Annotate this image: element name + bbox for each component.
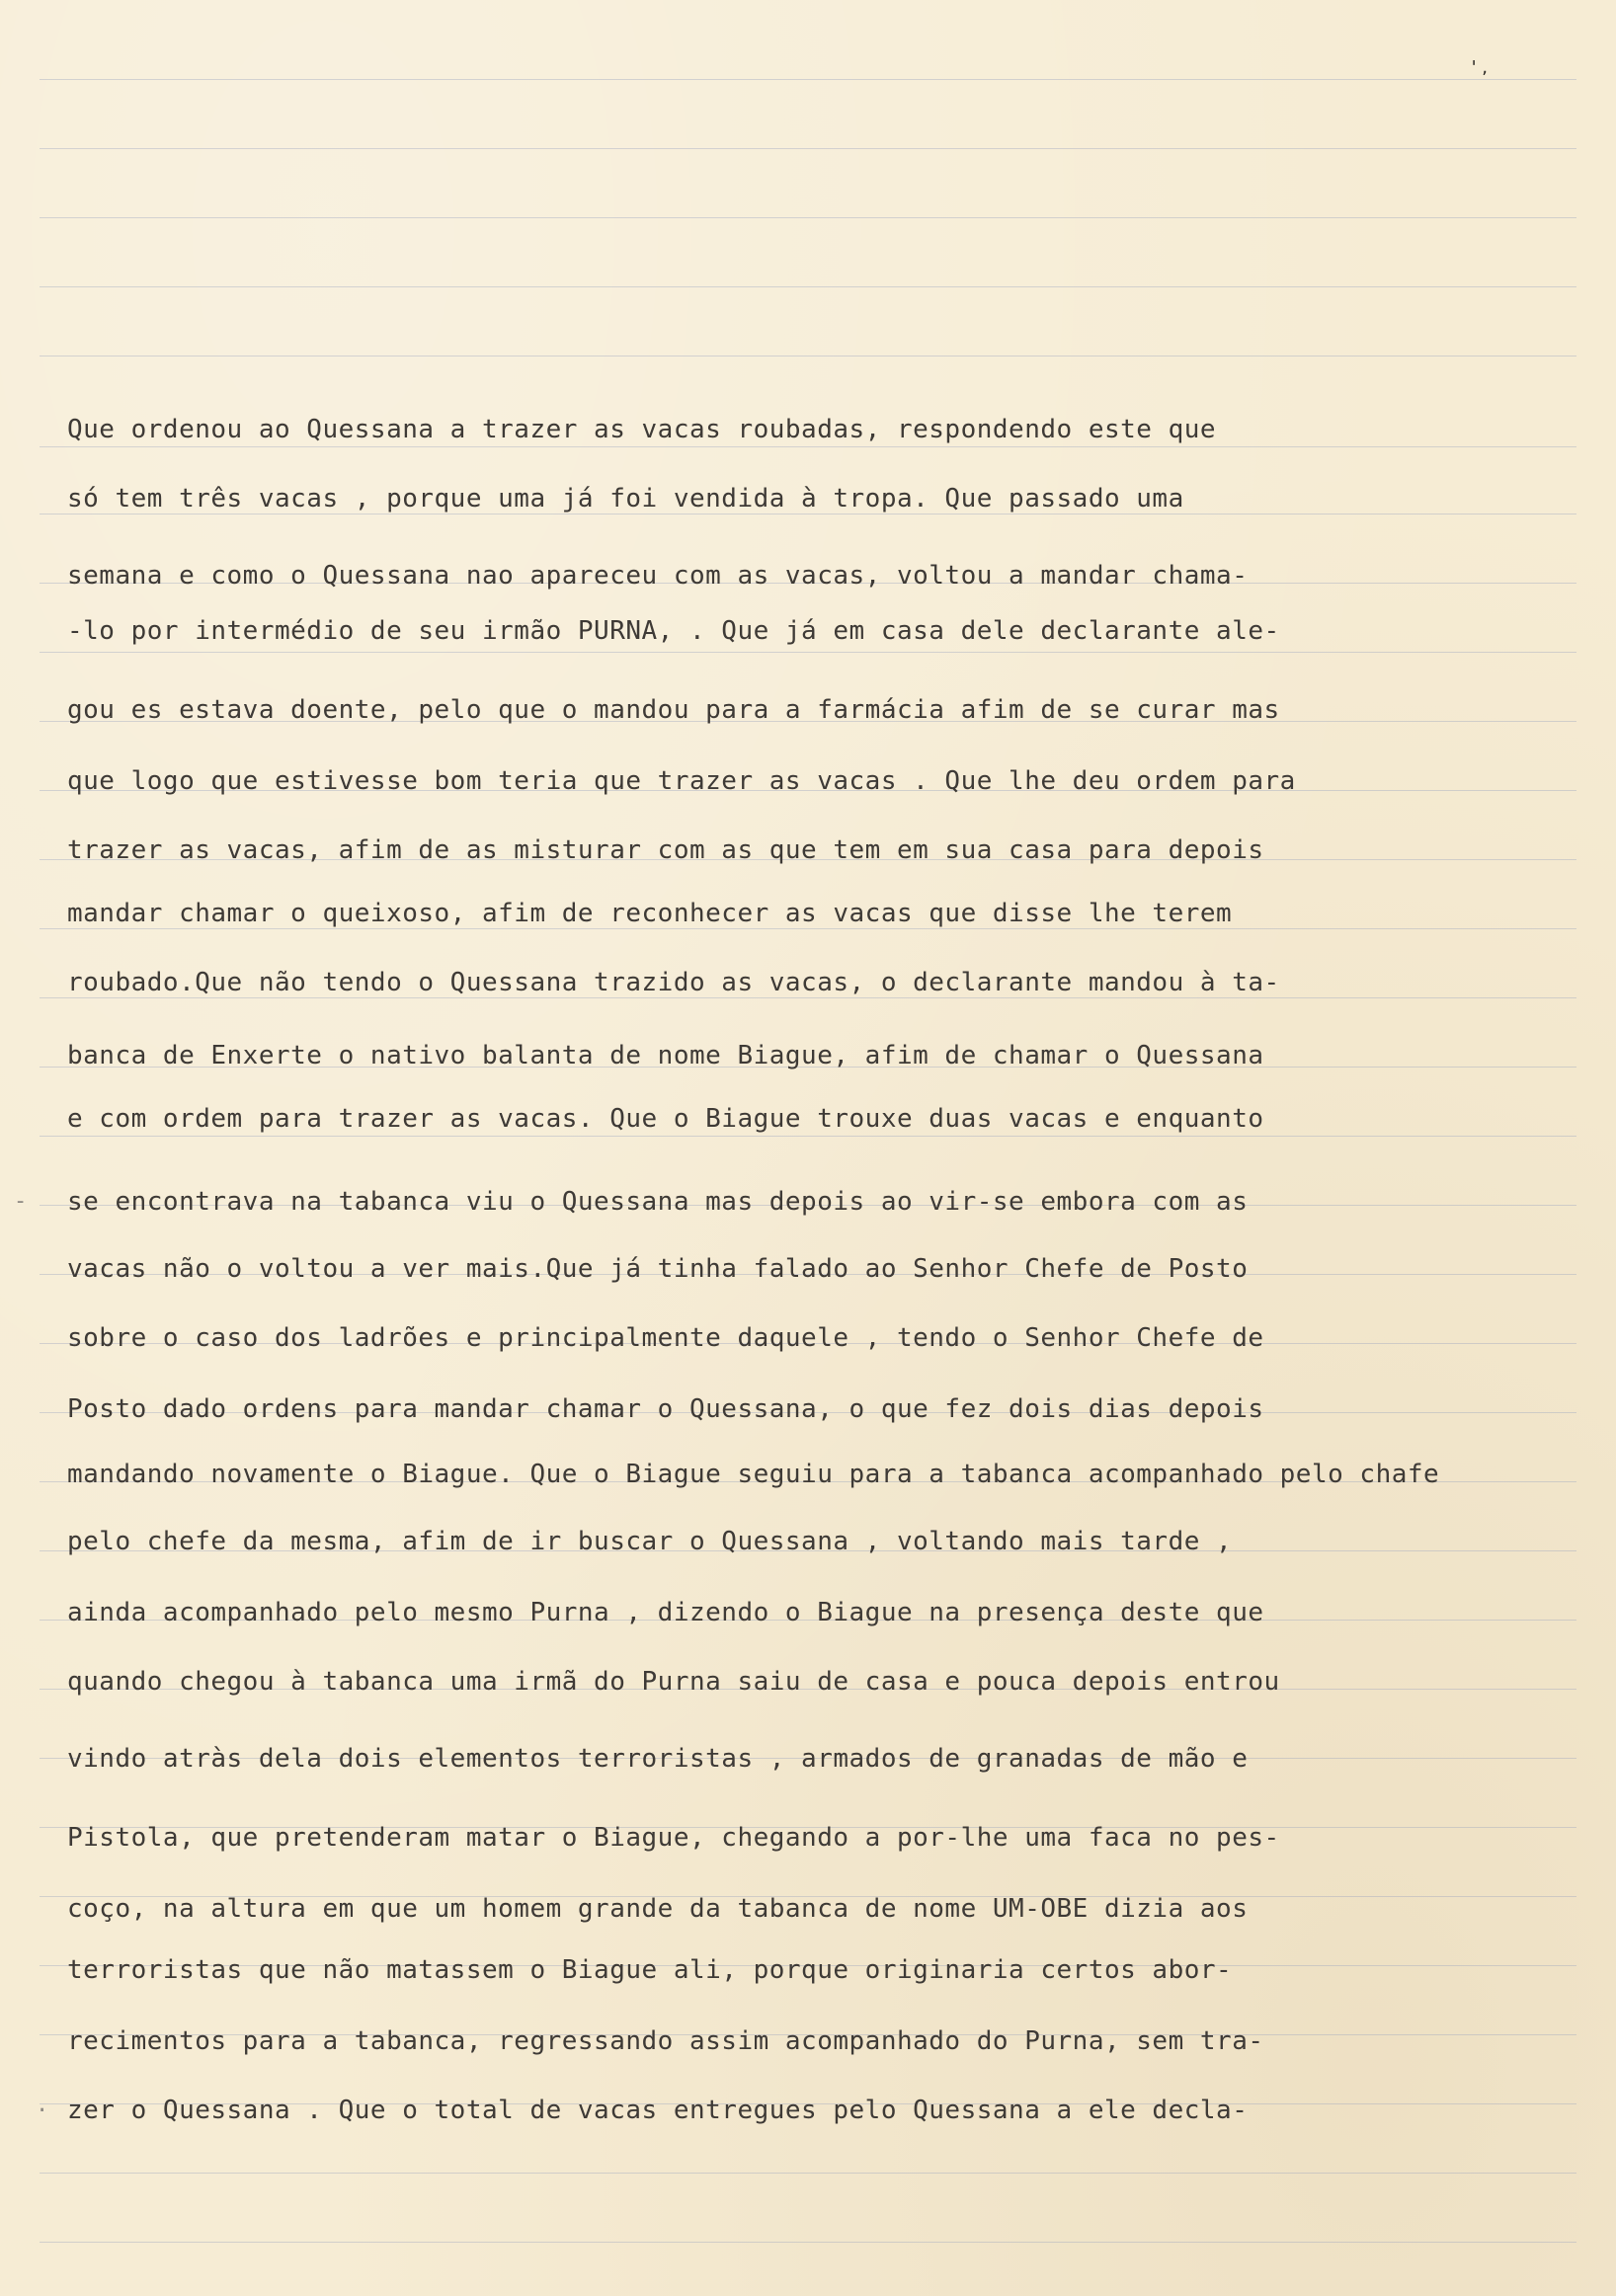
text-line: vacas não o voltou a ver mais.Que já tinha falado ao Senhor Chefe de Posto xyxy=(67,1254,1249,1284)
text-line: que logo que estivesse bom teria que trazer as vacas . Que lhe deu ordem para xyxy=(67,766,1296,796)
text-line: trazer as vacas, afim de as misturar com as que tem em sua casa para depois xyxy=(67,835,1264,865)
text-line: mandar chamar o queixoso, afim de reconhecer as vacas que disse lhe terem xyxy=(67,899,1233,928)
ruled-line xyxy=(40,514,1576,515)
text-line: só tem três vacas , porque uma já foi vendida à tropa. Que passado uma xyxy=(67,484,1184,514)
text-line: semana e como o Quessana nao apareceu com as vacas, voltou a mandar chama- xyxy=(67,561,1249,591)
text-line: gou es estava doente, pelo que o mandou para a farmácia afim de se curar mas xyxy=(67,695,1280,725)
margin-mark: · xyxy=(36,2098,49,2123)
text-line: vindo atràs dela dois elementos terroristas , armados de granadas de mão e xyxy=(67,1744,1249,1774)
text-line: roubado.Que não tendo o Quessana trazido as vacas, o declarante mandou à ta- xyxy=(67,968,1280,997)
text-line: Pistola, que pretenderam matar o Biague, chegando a por-lhe uma faca no pes- xyxy=(67,1823,1280,1853)
ruled-line xyxy=(40,2173,1576,2174)
text-line: recimentos para a tabanca, regressando assim acompanhado do Purna, sem tra- xyxy=(67,2026,1264,2056)
text-line: e com ordem para trazer as vacas. Que o Biague trouxe duas vacas e enquanto xyxy=(67,1104,1264,1134)
text-line: sobre o caso dos ladrões e principalmente daquele , tendo o Senhor Chefe de xyxy=(67,1323,1264,1353)
text-line: se encontrava na tabanca viu o Quessana mas depois ao vir-se embora com as xyxy=(67,1187,1249,1217)
text-line: -lo por intermédio de seu irmão PURNA, . Que já em casa dele declarante ale- xyxy=(67,616,1280,646)
ruled-line xyxy=(40,148,1576,149)
ruled-line xyxy=(40,286,1576,287)
ruled-line xyxy=(40,2242,1576,2243)
text-line: coço, na altura em que um homem grande da tabanca de nome UM-OBE dizia aos xyxy=(67,1894,1249,1924)
text-line: zer o Quessana . Que o total de vacas entregues pelo Quessana a ele decla- xyxy=(67,2096,1249,2125)
ruled-line xyxy=(40,1136,1576,1137)
ruled-line xyxy=(40,217,1576,218)
text-line: terroristas que não matassem o Biague ali, porque originaria certos abor- xyxy=(67,1955,1233,1985)
margin-mark: - xyxy=(14,1189,28,1214)
ruled-line xyxy=(40,997,1576,998)
ruled-line xyxy=(40,652,1576,653)
text-line: quando chegou à tabanca uma irmã do Purna saiu de casa e pouca depois entrou xyxy=(67,1667,1280,1697)
corner-mark: ' , xyxy=(1471,57,1488,78)
text-line: Que ordenou ao Quessana a trazer as vacas roubadas, respondendo este que xyxy=(67,415,1217,444)
text-line: banca de Enxerte o nativo balanta de nome Biague, afim de chamar o Quessana xyxy=(67,1041,1264,1070)
ruled-line xyxy=(40,446,1576,447)
text-line: mandando novamente o Biague. Que o Biague seguiu para a tabanca acompanhado pelo chafe xyxy=(67,1460,1440,1489)
text-line: ainda acompanhado pelo mesmo Purna , dizendo o Biague na presença deste que xyxy=(67,1598,1264,1627)
text-line: pelo chefe da mesma, afim de ir buscar o Quessana , voltando mais tarde , xyxy=(67,1527,1233,1556)
text-line: Posto dado ordens para mandar chamar o Quessana, o que fez dois dias depois xyxy=(67,1394,1264,1424)
ruled-line xyxy=(40,928,1576,929)
ruled-line xyxy=(40,79,1576,80)
